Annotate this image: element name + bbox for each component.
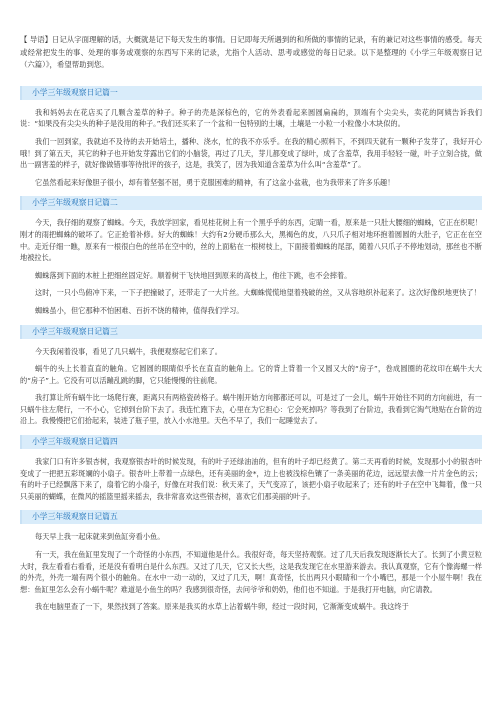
paragraph: 我打算让所有蜗牛比一场爬行赛，距离只有两格瓷砖格子。蜗牛刚开始方向都都还可以，可是过了一会儿，蜗牛开始往不同的方向前进，有一只蜗牛往左爬行，一不小心，它掉到台阶下去了。我连忙跑下去，心里在为它担心：它会死掉吗？等我到了台阶边，我看到它淘气地贴在台阶的边沿上。我慢慢把它们拾起来，装进了瓶子里，放入小水池里。天色不早了，我们一起睡觉去了。	[20, 393, 482, 426]
section-title: 小学三年级观察日记篇一	[20, 86, 482, 100]
paragraph: 每天早上我一起床就来到鱼缸旁看小鱼。	[35, 532, 165, 542]
paragraph: 我们一回到家，我就迫不及待的去开始培土，播种、浇水，忙的我不亦乐乎。在我的精心照料下，不到四天就有一颗种子发芽了，我好开心哦！到了第五天，其它的种子也开始发芽露出它们的小脑袋，再过了几天，芽儿都变成了绿叶，成了含羞草，我用手轻轻一碰，叶子立刻合拢，做出一副害羞的样子，就好像做错事等待批评的孩子，这是，我笑了，因为我知道含羞草为什么叫“含羞草”了。	[20, 136, 482, 170]
paragraph: 我家门口有许多银杏树，我观察银杏叶的时候发现，有的叶子还绿油油的，但有的叶子却已经黄了。第二天再看的时候，发现那小小的银杏叶变成了一把把五彩斑斓的小扇子。银杏叶上带着一点绿色，还有美丽的金*，边上也被浅棕色镶了一条美丽的花边，远远望去像一片片金色的云；有的叶子已经飘落下来了，扇着它的小扇子，好像在对我们说：秋天来了，天气变凉了，该把小扇子收起来了；还有的叶子在空中飞舞着，像一只只美丽的蝴蝶，在微风的摇篮里摇来摇去，我非常喜欢这些银杏树，喜欢它们那美丽的叶子。	[20, 457, 482, 501]
paragraph: 这时，一只小鸟俯冲下来，一下子把撞破了，还带走了一大片丝。大蜘蛛慌慌地望着残破的丝，又从容地织补起来了。这次好像织地更快了！	[35, 288, 481, 298]
section-1	[20, 86, 482, 189]
section-5	[20, 510, 482, 613]
section-title: 小学三年级观察日记篇三	[20, 325, 482, 339]
paragraph: 今天，我仔细的观察了蜘蛛。今天，我放学回家，看见桂花树上有一个黑乎乎的东西，定睛一看，原来是一只肚大腰细的蜘蛛，它正在织呢！刚才的雨把蜘蛛的破坏了。它正抢着补修。好大的蜘蛛！大约有2分硬币那么大，黑褐色的皮，八只爪子相对地环抱着圆圆的大肚子，它正在在空中。走近仔细一瞧，原来有一根很白色的丝吊在空中的，丝的上面粘在一根树枝上，下面接着蜘蛛的尾部，随着八只爪子不停地划动，那丝也不断地被拉长。	[20, 218, 482, 263]
paragraph: 今天我闲着没事，看见了几只蜗牛，我便观察起它们来了。	[35, 346, 222, 356]
section-2	[20, 196, 482, 316]
section-title: 小学三年级观察日记篇二	[20, 196, 482, 210]
section-3	[20, 325, 482, 428]
paragraph: 蜘蛛落到下面的木桩上把细丝固定好。顺着树干飞快地回到原来的高枝上，他往下跳，也不会摔着。	[35, 270, 352, 280]
paragraph: 我在电脑里查了一下，果然找到了答案。原来是我买的水草上沾着蜗牛卵，经过一段时间，它渐渐变成蜗牛。我这终于	[35, 602, 409, 612]
paragraph: 它虽然看起来好像胆子很小，却有着坚强不屈，勇于克服困难的精神，有了这盆小盆栽，也为我带来了许多乐趣！	[35, 177, 395, 187]
paragraph: 蜗牛的头上长着直直的触角。它圆圆的眼睛似乎长在直直的触角上。它的背上背着一个又圆又大的“房子”，卷成圆圈的花纹印在蜗牛大大的“房子”上。它没有可以活蹦乱跳的脚，它只能慢慢的往前爬。	[20, 364, 482, 385]
section-4	[20, 435, 482, 502]
paragraph: 有一天，我在鱼缸里发现了一个奇怪的小东西，不知道他是什么。我很好奇，每天坚持观察。过了几天后我发现逐渐长大了。长到了小黄豆粒大时，我左看看右看看，还是没有看明白是什么东西。又过了几天，它又长大些，这是我发现它在水里游来游去。我认真观察，它有个像海螺一样的外壳，外壳一端有两个很小的触角。在水中一动一动的，又过了几天，啊！真奇怪，长出两只小眼睛和一个小嘴巴，那是一个小屋牛啊！我在想：鱼缸里怎么会有小蜗牛呢？难道是小鱼生的吗？我感到很奇怪，去问爷爷和奶奶，他们也不知道。于是我打开电脑，向它请教。	[20, 550, 482, 594]
paragraph: 蜘蛛虽小，但它那种不怕困难、百折不饶的精神，值得我们学习。	[35, 305, 244, 315]
section-title: 小学三年级观察日记篇五	[20, 510, 482, 524]
intro-paragraph: 【 导语】日记从字面理解的话，大概就是记下每天发生的事情。日记即每天所遇到的和所做的事情的记录，有的兼记对这些事情的感受。每天或经常把发生的事、处理的事务或观察的东西写下来的记录，尤指个人活动、思考或感觉的每日记录。以下是整理的《小学三年级观察日记（六篇）》，希望帮助到您。	[20, 35, 482, 70]
paragraph: 我和妈妈去在花店买了几颗含羞草的种子。种子的壳是深棕色的，它的外表看起来圆圆扁扁的，顶端有个尖尖头，卖花的阿姨告诉我们说：“如果没有尖尖头的种子是没用的种子。”我们还买来了一个盆和一包特别的土壤，土壤是一小粒一小粒像小木块似的。	[20, 107, 482, 129]
section-title: 小学三年级观察日记篇四	[20, 435, 482, 449]
